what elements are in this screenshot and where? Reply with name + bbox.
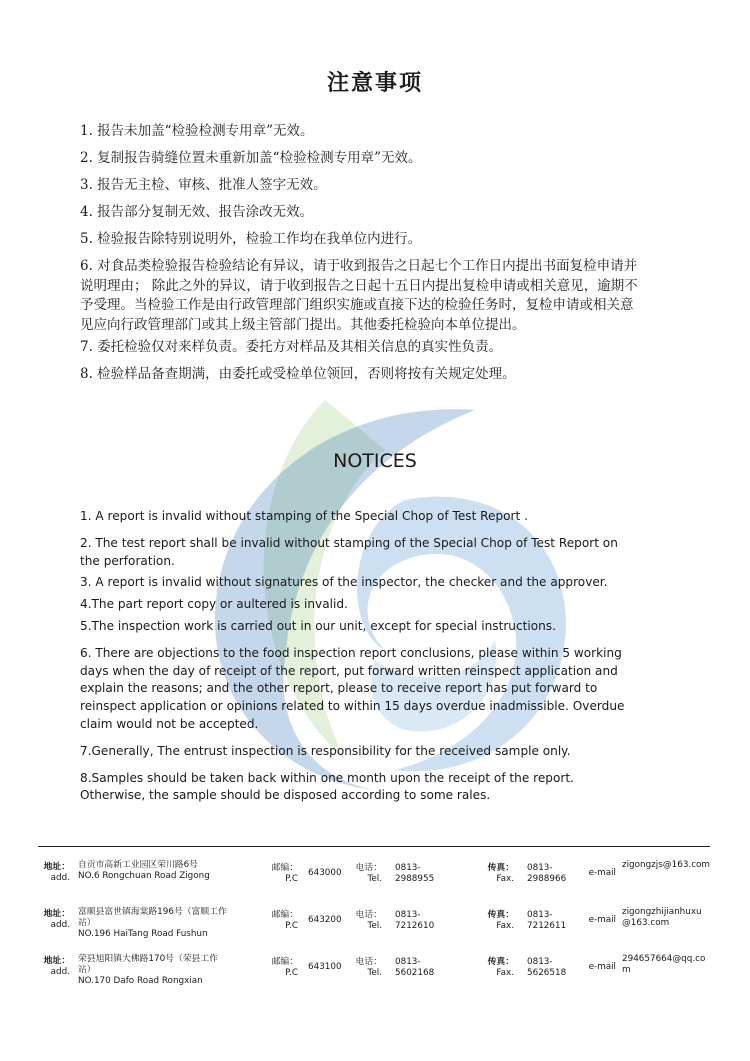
postcode-label-cn: 邮编： <box>271 910 298 920</box>
tel-label-cn: 电话： <box>355 863 382 873</box>
postcode-value: 643200 <box>308 915 342 925</box>
address-label-en: add. <box>50 920 70 930</box>
notice-item-en-8: 8.Samples should be taken back within one month upon the receipt of the report. Otherwise, the sample should be disposed according to some rales. <box>80 770 574 803</box>
tel-value: 0813-7212610 <box>395 910 435 931</box>
notice-title-en: NOTICES <box>333 450 417 472</box>
postcode-value: 643000 <box>308 868 342 878</box>
address-cn: 自贡市高新工业园区荣川路6号 <box>78 860 198 870</box>
address-label-en: add. <box>50 873 70 883</box>
fax-label-en: Fax. <box>496 874 514 884</box>
address-label-cn: 地址： <box>43 956 70 966</box>
notice-item-cn-8: 8. 检验样品备查期满，由委托或受检单位领回，否则将按有关规定处理。 <box>80 366 516 382</box>
fax-label-cn: 传真： <box>487 863 514 873</box>
notice-item-en-5: 5.The inspection work is carried out in our unit, except for special instructions. <box>80 618 556 633</box>
contact-row <box>40 903 710 950</box>
address-cn: 富顺县富世镇海棠路196号（富顺工作站） <box>78 907 227 928</box>
notice-item-en-7: 7.Generally, The entrust inspection is responsibility for the received sample only. <box>80 743 571 758</box>
notice-item-cn-5: 5. 检验报告除特别说明外，检验工作均在我单位内进行。 <box>80 231 422 247</box>
email-value[interactable]: 294657664@qq.com <box>622 954 706 975</box>
notice-item-cn-2: 2. 复制报告骑缝位置未重新加盖“检验检测专用章”无效。 <box>80 150 422 166</box>
address-cn: 荣县旭阳镇大佛路170号（荣县工作站） <box>78 954 218 975</box>
tel-label-en: Tel. <box>367 874 382 884</box>
email-value[interactable]: zigongzjs@163.com <box>622 860 711 870</box>
fax-value: 0813-5626518 <box>527 957 567 978</box>
notice-list-cn <box>80 122 640 392</box>
notice-item-cn-6: 6. 对食品类检验报告检验结论有异议，请于收到报告之日起七个工作日内提出书面复检申请并说明理由； 除此之外的异议，请于收到报告之日起十五日内提出复检申请或相关意见，逾期不予受理。当检验工作是由行政管理部门组织实施或直接下达的检验任务时，复检申请或相关意见应向行政管理部门或其上级主管部门提出。其他委托检验向本单位提出。 <box>80 258 638 333</box>
email-label: e-mail <box>588 915 616 925</box>
postcode-value: 643100 <box>308 962 342 972</box>
notice-title-cn: 注意事项 <box>326 71 423 96</box>
tel-value: 0813-2988955 <box>395 863 435 884</box>
notice-item-cn-7: 7. 委托检验仅对来样负责。委托方对样品及其相关信息的真实性负责。 <box>80 339 503 355</box>
fax-label-en: Fax. <box>496 921 514 931</box>
email-label: e-mail <box>588 868 616 878</box>
fax-value: 0813-7212611 <box>527 910 567 931</box>
address-en: NO.6 Rongchuan Road Zigong <box>78 871 210 881</box>
email-value[interactable]: zigongzhijianhuxu@163.com <box>622 907 702 928</box>
email-label: e-mail <box>588 962 616 972</box>
contact-row <box>40 856 710 903</box>
notice-item-cn-3: 3. 报告无主检、审核、批准人签字无效。 <box>80 177 327 193</box>
notice-item-cn-4: 4. 报告部分复制无效、报告涂改无效。 <box>80 204 314 220</box>
tel-label-cn: 电话： <box>355 910 382 920</box>
address-label-cn: 地址： <box>43 862 70 872</box>
address-label-en: add. <box>50 967 70 977</box>
fax-label-en: Fax. <box>496 968 514 978</box>
fax-value: 0813-2988966 <box>527 863 567 884</box>
tel-label-cn: 电话： <box>355 957 382 967</box>
contact-footer <box>40 856 710 997</box>
notice-item-en-3: 3. A report is invalid without signatures of the inspector, the checker and the approver. <box>80 575 608 590</box>
fax-label-cn: 传真： <box>487 910 514 920</box>
fax-label-cn: 传真： <box>487 957 514 967</box>
notice-item-en-6: 6. There are objections to the food inspection report conclusions, please within 5 working days when the day of receipt of the report, put forward written reinspect application and explain the reasons; and the other report, please to receive report has put forward to reinspect application or opinions related to within 15 days overdue inadmissible. Overdue claim would not be accepted. <box>80 645 625 731</box>
postcode-label-en: P.C <box>285 874 298 884</box>
contact-row <box>40 950 710 997</box>
postcode-label-en: P.C <box>285 968 298 978</box>
address-en: NO.170 Dafo Road Rongxian <box>78 976 203 986</box>
footer-divider <box>38 846 710 847</box>
postcode-label-cn: 邮编： <box>271 863 298 873</box>
address-en: NO.196 HaiTang Road Fushun <box>78 929 208 939</box>
notice-item-cn-1: 1. 报告未加盖“检验检测专用章”无效。 <box>80 123 314 139</box>
address-label-cn: 地址： <box>43 909 70 919</box>
tel-label-en: Tel. <box>367 968 382 978</box>
postcode-label-cn: 邮编： <box>271 957 298 967</box>
notice-list-en <box>80 508 640 809</box>
notice-item-en-1: 1. A report is invalid without stamping of the Special Chop of Test Report . <box>80 509 528 523</box>
tel-label-en: Tel. <box>367 921 382 931</box>
notice-item-en-2: 2. The test report shall be invalid without stamping of the Special Chop of Test Report on the perforation. <box>80 535 618 568</box>
postcode-label-en: P.C <box>285 921 298 931</box>
tel-value: 0813-5602168 <box>395 957 435 978</box>
notice-item-en-4: 4.The part report copy or aultered is invalid. <box>80 597 348 612</box>
